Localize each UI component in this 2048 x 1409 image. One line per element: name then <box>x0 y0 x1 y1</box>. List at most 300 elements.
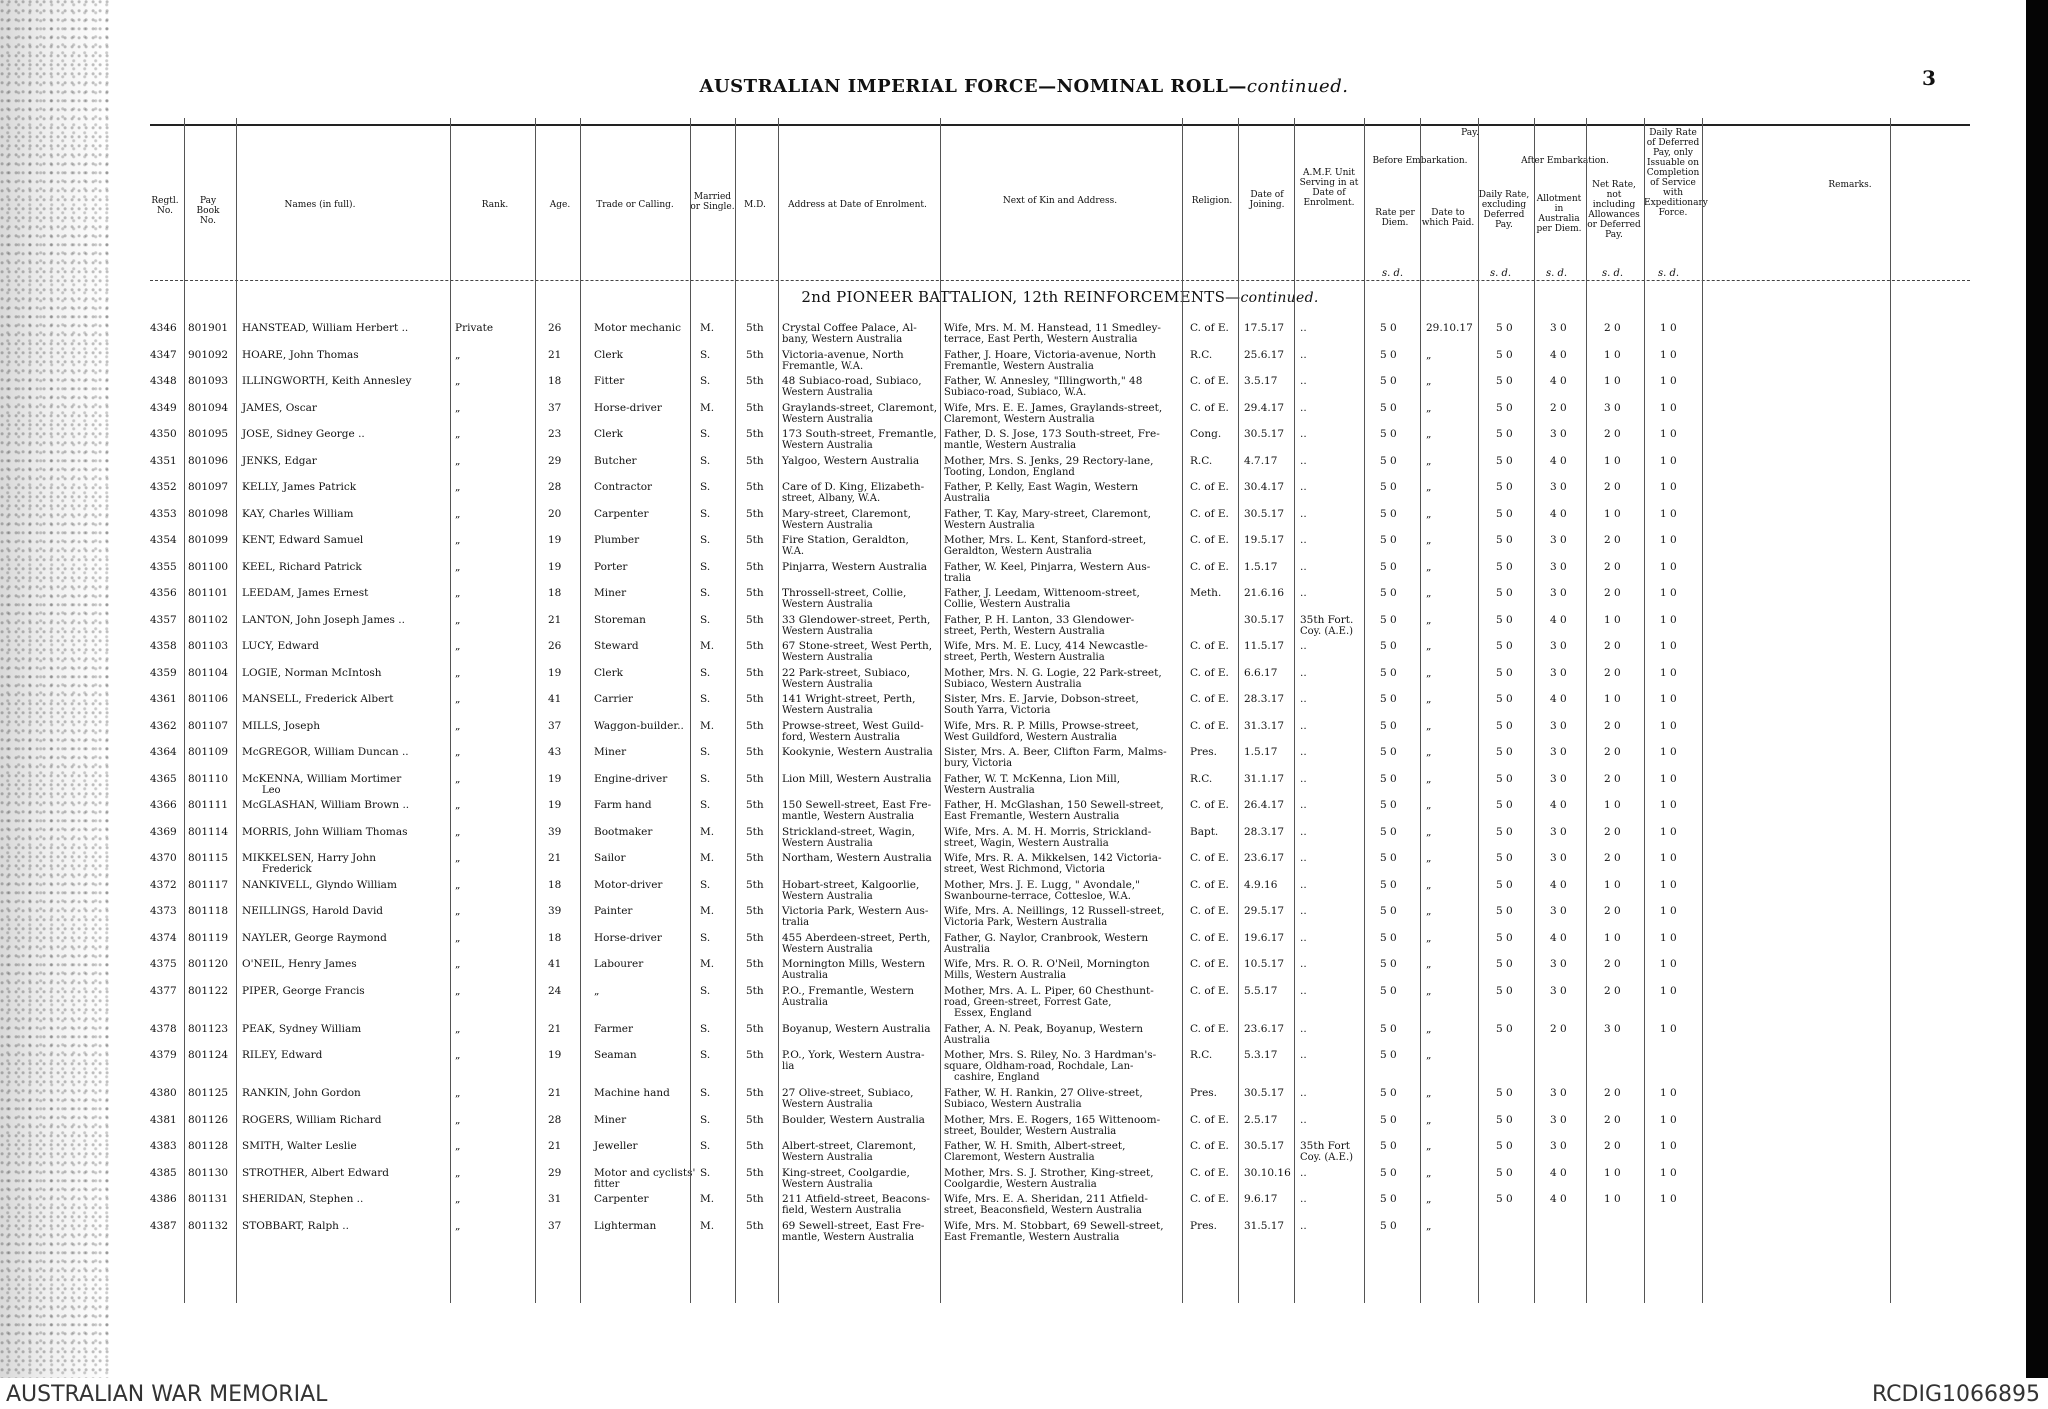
cell-trade: Labourer <box>594 958 644 970</box>
cell-next-of-kin: Father, J. Leedam, Wittenoom-street, <box>944 587 1140 599</box>
cell-net-rate: 2 0 <box>1604 772 1621 785</box>
cell-rate-per-diem: 5 0 <box>1380 852 1397 864</box>
cell-date-paid: „ <box>1426 560 1432 573</box>
cell-date-joining: 19.6.17 <box>1244 931 1285 944</box>
cell-age: 20 <box>548 507 562 520</box>
cell-amf-unit: .. <box>1300 1113 1307 1126</box>
cell-next-of-kin-line2: South Yarra, Victoria <box>944 705 1051 716</box>
header-amf-unit: A.M.F. Unit Serving in at Date of Enrolment. <box>1299 168 1359 208</box>
cell-date-paid: „ <box>1426 693 1432 705</box>
cell-next-of-kin: Mother, Mrs. J. E. Lugg, " Avondale," <box>944 878 1140 891</box>
roll-row <box>150 1140 1970 1166</box>
cell-deferred-pay: 1 0 <box>1660 1140 1677 1152</box>
header-next-of-kin: Next of Kin and Address. <box>1002 196 1118 206</box>
cell-daily-rate: 5 0 <box>1496 1113 1513 1126</box>
column-rule <box>735 118 736 1303</box>
cell-date-joining: 5.3.17 <box>1244 1049 1278 1061</box>
cell-next-of-kin: Father, T. Kay, Mary-street, Claremont, <box>944 507 1151 520</box>
cell-religion: C. of E. <box>1190 322 1229 334</box>
cell-allotment: 3 0 <box>1550 666 1567 679</box>
cell-net-rate: 2 0 <box>1604 958 1621 970</box>
cell-trade: Farmer <box>594 1022 634 1035</box>
cell-date-paid: „ <box>1426 375 1432 387</box>
cell-next-of-kin-line2: square, Oldham-road, Rochdale, Lan- <box>944 1061 1134 1072</box>
cell-married-single: S. <box>700 746 711 758</box>
cell-regtl-no: 4381 <box>150 1113 177 1126</box>
cell-date-paid: „ <box>1426 931 1432 944</box>
cell-age: 37 <box>548 1219 562 1232</box>
cell-address: Crystal Coffee Palace, Al- <box>782 322 917 334</box>
cell-rate-per-diem: 5 0 <box>1380 878 1397 891</box>
cell-address-line2: Western Australia <box>782 705 873 716</box>
cell-pay-book-no: 801095 <box>188 428 229 440</box>
cell-name: KENT, Edward Samuel <box>242 534 364 546</box>
cell-religion: C. of E. <box>1190 1166 1229 1179</box>
cell-address: 141 Wright-street, Perth, <box>782 693 916 705</box>
roll-row <box>150 428 1970 454</box>
header-regtl-no: Regtl. No. <box>151 196 179 216</box>
cell-deferred-pay: 1 0 <box>1660 1113 1677 1126</box>
cell-daily-rate: 5 0 <box>1496 746 1513 758</box>
cell-trade: Steward <box>594 640 639 652</box>
units-net: s. d. <box>1602 268 1624 279</box>
cell-md: 5th <box>746 958 764 970</box>
cell-name: PIPER, George Francis <box>242 984 365 997</box>
cell-rate-per-diem: 5 0 <box>1380 1140 1397 1152</box>
cell-md: 5th <box>746 1193 764 1205</box>
cell-md: 5th <box>746 1166 764 1179</box>
cell-age: 41 <box>548 958 562 970</box>
cell-amf-unit: .. <box>1300 719 1307 732</box>
column-rule <box>184 118 185 1303</box>
cell-daily-rate: 5 0 <box>1496 693 1513 705</box>
cell-deferred-pay: 1 0 <box>1660 560 1677 573</box>
cell-pay-book-no: 801128 <box>188 1140 229 1152</box>
cell-age: 39 <box>548 905 562 917</box>
cell-address-line2: Western Australia <box>782 652 873 663</box>
roll-row <box>150 561 1970 587</box>
column-rule <box>1478 118 1479 1303</box>
cell-net-rate: 2 0 <box>1604 481 1621 493</box>
cell-name: RILEY, Edward <box>242 1049 323 1061</box>
cell-rate-per-diem: 5 0 <box>1380 587 1397 599</box>
cell-married-single: S. <box>700 348 711 361</box>
cell-deferred-pay: 1 0 <box>1660 322 1677 334</box>
cell-pay-book-no: 801109 <box>188 746 229 758</box>
cell-name: NEILLINGS, Harold David <box>242 905 384 917</box>
cell-next-of-kin: Father, J. Hoare, Victoria-avenue, North <box>944 348 1156 361</box>
roll-row <box>150 614 1970 640</box>
cell-date-paid: „ <box>1426 958 1432 970</box>
roll-row <box>150 1114 1970 1140</box>
cell-amf-unit: .. <box>1300 507 1307 520</box>
cell-religion: R.C. <box>1190 454 1213 467</box>
cell-rate-per-diem: 5 0 <box>1380 693 1397 705</box>
cell-deferred-pay: 1 0 <box>1660 746 1677 758</box>
cell-daily-rate: 5 0 <box>1496 852 1513 864</box>
cell-regtl-no: 4366 <box>150 799 177 811</box>
cell-date-paid: „ <box>1426 1087 1432 1099</box>
cell-rate-per-diem: 5 0 <box>1380 799 1397 811</box>
cell-age: 43 <box>548 746 562 758</box>
cell-allotment: 3 0 <box>1550 534 1567 546</box>
cell-address: Kookynie, Western Australia <box>782 746 933 758</box>
cell-name: JOSE, Sidney George .. <box>242 428 365 440</box>
cell-net-rate: 1 0 <box>1604 613 1621 626</box>
cell-next-of-kin: Father, P. H. Lanton, 33 Glendower- <box>944 613 1135 626</box>
cell-deferred-pay: 1 0 <box>1660 1022 1677 1035</box>
cell-rank: „ <box>455 401 461 414</box>
cell-next-of-kin-line2: bury, Victoria <box>944 758 1013 769</box>
cell-religion: C. of E. <box>1190 1022 1229 1035</box>
cell-married-single: S. <box>700 1087 711 1099</box>
cell-allotment: 3 0 <box>1550 772 1567 785</box>
cell-pay-book-no: 801125 <box>188 1087 229 1099</box>
cell-next-of-kin-line2: Geraldton, Western Australia <box>944 546 1092 557</box>
cell-daily-rate: 5 0 <box>1496 1087 1513 1099</box>
cell-trade: Porter <box>594 560 628 573</box>
cell-next-of-kin: Father, G. Naylor, Cranbrook, Western <box>944 931 1149 944</box>
cell-pay-book-no: 801093 <box>188 375 229 387</box>
cell-address-line2: bany, Western Australia <box>782 334 903 345</box>
cell-net-rate: 1 0 <box>1604 348 1621 361</box>
cell-regtl-no: 4365 <box>150 772 177 785</box>
cell-regtl-no: 4361 <box>150 693 177 705</box>
cell-next-of-kin: Mother, Mrs. L. Kent, Stanford-street, <box>944 534 1147 546</box>
cell-deferred-pay: 1 0 <box>1660 401 1677 414</box>
cell-allotment: 3 0 <box>1550 1140 1567 1152</box>
header-before-embarkation: Before Embarkation. <box>1372 156 1468 166</box>
cell-md: 5th <box>746 984 764 997</box>
cell-name: ROGERS, William Richard <box>242 1113 382 1126</box>
cell-amf-unit: 35th Fort. <box>1300 613 1354 626</box>
cell-md: 5th <box>746 1022 764 1035</box>
cell-next-of-kin-line2: street, Boulder, Western Australia <box>944 1125 1117 1137</box>
column-rule <box>535 118 536 1303</box>
cell-regtl-no: 4387 <box>150 1219 177 1232</box>
roll-row <box>150 932 1970 958</box>
roll-row <box>150 640 1970 666</box>
cell-trade: Seaman <box>594 1049 637 1061</box>
cell-date-joining: 1.5.17 <box>1244 560 1278 573</box>
column-rule <box>450 118 451 1303</box>
cell-next-of-kin-line2: East Fremantle, Western Australia <box>944 811 1120 822</box>
cell-rank: „ <box>455 958 461 970</box>
cell-date-paid: „ <box>1426 507 1432 520</box>
cell-date-paid: „ <box>1426 772 1432 785</box>
cell-married-single: S. <box>700 560 711 573</box>
cell-date-joining: 30.5.17 <box>1244 613 1285 626</box>
cell-name: NAYLER, George Raymond <box>242 931 387 944</box>
cell-next-of-kin: Mother, Mrs. E. Rogers, 165 Wittenoom- <box>944 1113 1161 1126</box>
cell-net-rate: 2 0 <box>1604 984 1621 997</box>
cell-religion: C. of E. <box>1190 984 1229 997</box>
cell-married-single: S. <box>700 1049 711 1061</box>
cell-trade: Butcher <box>594 454 637 467</box>
cell-married-single: S. <box>700 454 711 467</box>
cell-address: 48 Subiaco-road, Subiaco, <box>782 375 922 387</box>
cell-address-line2: Western Australia <box>782 519 873 531</box>
cell-name: McKENNA, William Mortimer <box>242 772 402 785</box>
cell-rank: „ <box>455 1022 461 1035</box>
cell-amf-unit: .. <box>1300 560 1307 573</box>
units-daily: s. d. <box>1490 268 1512 279</box>
cell-date-joining: 28.3.17 <box>1244 693 1285 705</box>
cell-religion: C. of E. <box>1190 560 1229 573</box>
header-rate-per-diem: Rate per Diem. <box>1375 208 1415 228</box>
cell-next-of-kin: Wife, Mrs. M. Stobbart, 69 Sewell-street, <box>944 1219 1164 1232</box>
cell-net-rate: 2 0 <box>1604 719 1621 732</box>
cell-address-line2: Western Australia <box>782 1152 873 1163</box>
cell-address: Pinjarra, Western Australia <box>782 560 927 573</box>
cell-date-paid: „ <box>1426 1049 1432 1061</box>
roll-row <box>150 667 1970 693</box>
header-md: M.D. <box>744 200 766 210</box>
cell-address: 67 Stone-street, West Perth, <box>782 640 933 652</box>
cell-religion: Pres. <box>1190 1219 1218 1232</box>
cell-address: Strickland-street, Wagin, <box>782 825 915 838</box>
cell-date-paid: „ <box>1426 348 1432 361</box>
cell-next-of-kin-line2: Western Australia <box>944 784 1035 796</box>
scan-edge-left <box>0 0 110 1380</box>
cell-regtl-no: 4349 <box>150 401 177 414</box>
cell-religion: C. of E. <box>1190 1113 1229 1126</box>
cell-trade: Contractor <box>594 481 653 493</box>
cell-rank: „ <box>455 878 461 891</box>
cell-pay-book-no: 801100 <box>188 560 229 573</box>
cell-next-of-kin: Wife, Mrs. M. E. Lucy, 414 Newcastle- <box>944 640 1148 652</box>
cell-rate-per-diem: 5 0 <box>1380 905 1397 917</box>
cell-daily-rate: 5 0 <box>1496 507 1513 520</box>
cell-regtl-no: 4357 <box>150 613 177 626</box>
cell-rate-per-diem: 5 0 <box>1380 746 1397 758</box>
cell-net-rate: 2 0 <box>1604 1087 1621 1099</box>
cell-date-joining: 2.5.17 <box>1244 1113 1278 1126</box>
cell-address: Mornington Mills, Western <box>782 958 925 970</box>
cell-deferred-pay: 1 0 <box>1660 878 1677 891</box>
cell-date-joining: 30.5.17 <box>1244 1087 1285 1099</box>
cell-name: MANSELL, Frederick Albert <box>242 693 394 705</box>
cell-daily-rate: 5 0 <box>1496 931 1513 944</box>
cell-date-joining: 19.5.17 <box>1244 534 1285 546</box>
cell-address: Hobart-street, Kalgoorlie, <box>782 878 920 891</box>
roll-row <box>150 799 1970 825</box>
header-date-paid: Date to which Paid. <box>1421 208 1475 228</box>
cell-next-of-kin: Wife, Mrs. A. Neillings, 12 Russell-street, <box>944 905 1165 917</box>
cell-net-rate: 2 0 <box>1604 640 1621 652</box>
cell-allotment: 3 0 <box>1550 587 1567 599</box>
cell-next-of-kin: Wife, Mrs. R. A. Mikkelsen, 142 Victoria- <box>944 852 1162 864</box>
cell-name: LEEDAM, James Ernest <box>242 587 369 599</box>
roll-row <box>150 693 1970 719</box>
cell-next-of-kin-line2: mantle, Western Australia <box>944 440 1077 451</box>
cell-address: Victoria Park, Western Aus- <box>782 905 929 917</box>
units-rate: s. d. <box>1382 268 1404 279</box>
roll-row <box>150 984 1970 1019</box>
cell-amf-unit: 35th Fort <box>1300 1140 1350 1152</box>
units-deferred: s. d. <box>1658 268 1680 279</box>
cell-married-single: S. <box>700 587 711 599</box>
cell-rank: „ <box>455 905 461 917</box>
cell-net-rate: 2 0 <box>1604 534 1621 546</box>
cell-name: SMITH, Walter Leslie <box>242 1140 357 1152</box>
roll-row <box>150 375 1970 401</box>
cell-address: P.O., York, Western Austra- <box>782 1049 925 1061</box>
cell-trade: Engine-driver <box>594 772 668 785</box>
cell-amf-unit: .. <box>1300 958 1307 970</box>
rule-header-bottom <box>150 280 1970 281</box>
cell-pay-book-no: 801102 <box>188 613 229 626</box>
cell-next-of-kin: Father, W. H. Rankin, 27 Olive-street, <box>944 1087 1143 1099</box>
cell-daily-rate: 5 0 <box>1496 560 1513 573</box>
cell-regtl-no: 4364 <box>150 746 177 758</box>
cell-date-joining: 30.5.17 <box>1244 428 1285 440</box>
cell-rank: Private <box>455 322 494 334</box>
cell-date-paid: „ <box>1426 746 1432 758</box>
cell-amf-unit: .. <box>1300 772 1307 785</box>
cell-allotment: 4 0 <box>1550 613 1567 626</box>
cell-rate-per-diem: 5 0 <box>1380 666 1397 679</box>
cell-name: ILLINGWORTH, Keith Annesley <box>242 375 412 387</box>
cell-amf-unit: .. <box>1300 1166 1307 1179</box>
cell-age: 29 <box>548 454 562 467</box>
column-rule <box>1644 118 1645 1303</box>
cell-address: 455 Aberdeen-street, Perth, <box>782 931 931 944</box>
cell-pay-book-no: 801901 <box>188 322 229 334</box>
cell-md: 5th <box>746 613 764 626</box>
cell-next-of-kin-line2: Swanbourne-terrace, Cottesloe, W.A. <box>944 890 1131 902</box>
cell-regtl-no: 4375 <box>150 958 177 970</box>
cell-pay-book-no: 801122 <box>188 984 229 997</box>
cell-deferred-pay: 1 0 <box>1660 931 1677 944</box>
cell-rate-per-diem: 5 0 <box>1380 931 1397 944</box>
column-rule <box>778 118 779 1303</box>
cell-married-single: S. <box>700 878 711 891</box>
cell-allotment: 3 0 <box>1550 481 1567 493</box>
cell-date-paid: „ <box>1426 1193 1432 1205</box>
cell-next-of-kin-line2: West Guildford, Western Australia <box>944 731 1117 743</box>
cell-allotment: 4 0 <box>1550 1193 1567 1205</box>
cell-allotment: 3 0 <box>1550 958 1567 970</box>
cell-name: MILLS, Joseph <box>242 719 320 732</box>
cell-age: 26 <box>548 322 562 334</box>
cell-trade: Waggon-builder.. <box>594 719 684 732</box>
cell-date-paid: „ <box>1426 1022 1432 1035</box>
cell-deferred-pay: 1 0 <box>1660 587 1677 599</box>
cell-date-paid: „ <box>1426 534 1432 546</box>
cell-trade: Motor mechanic <box>594 322 682 334</box>
cell-married-single: S. <box>700 984 711 997</box>
cell-deferred-pay: 1 0 <box>1660 428 1677 440</box>
cell-religion: Meth. <box>1190 587 1222 599</box>
cell-name: HANSTEAD, William Herbert .. <box>242 322 409 334</box>
footer-bar <box>0 1378 2048 1409</box>
roll-row <box>150 402 1970 428</box>
cell-next-of-kin-line2: Mills, Western Australia <box>944 970 1067 981</box>
cell-next-of-kin: Wife, Mrs. R. P. Mills, Prowse-street, <box>944 719 1139 732</box>
column-rule <box>236 118 237 1303</box>
cell-md: 5th <box>746 1140 764 1152</box>
cell-amf-unit: .. <box>1300 587 1307 599</box>
cell-age: 26 <box>548 640 562 652</box>
cell-regtl-no: 4346 <box>150 322 177 334</box>
cell-amf-unit: .. <box>1300 322 1307 334</box>
cell-deferred-pay: 1 0 <box>1660 613 1677 626</box>
cell-date-joining: 25.6.17 <box>1244 348 1285 361</box>
cell-allotment: 3 0 <box>1550 1087 1567 1099</box>
cell-next-of-kin-line2: street, West Richmond, Victoria <box>944 864 1106 875</box>
cell-trade: Motor-driver <box>594 878 663 891</box>
cell-pay-book-no: 801130 <box>188 1166 229 1179</box>
cell-amf-unit: .. <box>1300 375 1307 387</box>
cell-md: 5th <box>746 507 764 520</box>
cell-daily-rate: 5 0 <box>1496 428 1513 440</box>
cell-address-line2: Western Australia <box>782 625 873 637</box>
cell-married-single: M. <box>700 825 715 838</box>
cell-date-paid: „ <box>1426 587 1432 599</box>
cell-next-of-kin-line2: East Fremantle, Western Australia <box>944 1231 1120 1243</box>
cell-address: Lion Mill, Western Australia <box>782 772 932 785</box>
cell-daily-rate: 5 0 <box>1496 587 1513 599</box>
header-rank: Rank. <box>481 200 509 210</box>
cell-allotment: 3 0 <box>1550 852 1567 864</box>
cell-rank: „ <box>455 348 461 361</box>
cell-pay-book-no: 801115 <box>188 852 229 864</box>
cell-rank: „ <box>455 507 461 520</box>
cell-married-single: S. <box>700 1166 711 1179</box>
header-net-rate: Net Rate, not including Allowances or Deferred Pay. <box>1587 180 1641 240</box>
cell-religion: C. of E. <box>1190 401 1229 414</box>
cell-rate-per-diem: 5 0 <box>1380 1193 1397 1205</box>
cell-allotment: 2 0 <box>1550 1022 1567 1035</box>
cell-amf-unit: .. <box>1300 878 1307 891</box>
roll-row <box>150 481 1970 507</box>
cell-deferred-pay: 1 0 <box>1660 1166 1677 1179</box>
cell-married-single: S. <box>700 428 711 440</box>
cell-date-joining: 4.9.16 <box>1244 878 1278 891</box>
cell-date-joining: 3.5.17 <box>1244 375 1278 387</box>
cell-regtl-no: 4372 <box>150 878 177 891</box>
cell-date-paid: „ <box>1426 825 1432 838</box>
cell-rank: „ <box>455 984 461 997</box>
cell-daily-rate: 5 0 <box>1496 1140 1513 1152</box>
cell-married-single: S. <box>700 1113 711 1126</box>
page-number: 3 <box>1922 66 1936 90</box>
section-heading: 2nd PIONEER BATTALION, 12th REINFORCEMENTS—continued. <box>801 288 1319 306</box>
cell-religion: C. of E. <box>1190 958 1229 970</box>
cell-rate-per-diem: 5 0 <box>1380 375 1397 387</box>
cell-allotment: 4 0 <box>1550 693 1567 705</box>
column-rule <box>1420 118 1421 1303</box>
scan-edge-right <box>2026 0 2048 1380</box>
cell-date-joining: 29.5.17 <box>1244 905 1285 917</box>
cell-rank: „ <box>455 799 461 811</box>
cell-trade: Horse-driver <box>594 401 662 414</box>
cell-daily-rate: 5 0 <box>1496 1193 1513 1205</box>
cell-net-rate: 1 0 <box>1604 1193 1621 1205</box>
cell-rank: „ <box>455 1166 461 1179</box>
cell-deferred-pay: 1 0 <box>1660 348 1677 361</box>
cell-rank: „ <box>455 534 461 546</box>
nominal-roll-table <box>150 118 1970 1303</box>
cell-net-rate: 1 0 <box>1604 931 1621 944</box>
cell-rank: „ <box>455 1219 461 1232</box>
cell-amf-unit-line2: Coy. (A.E.) <box>1300 1152 1354 1163</box>
cell-date-joining: 28.3.17 <box>1244 825 1285 838</box>
cell-deferred-pay: 1 0 <box>1660 640 1677 652</box>
cell-daily-rate: 5 0 <box>1496 640 1513 652</box>
cell-address-line2: Western Australia <box>782 1178 873 1190</box>
